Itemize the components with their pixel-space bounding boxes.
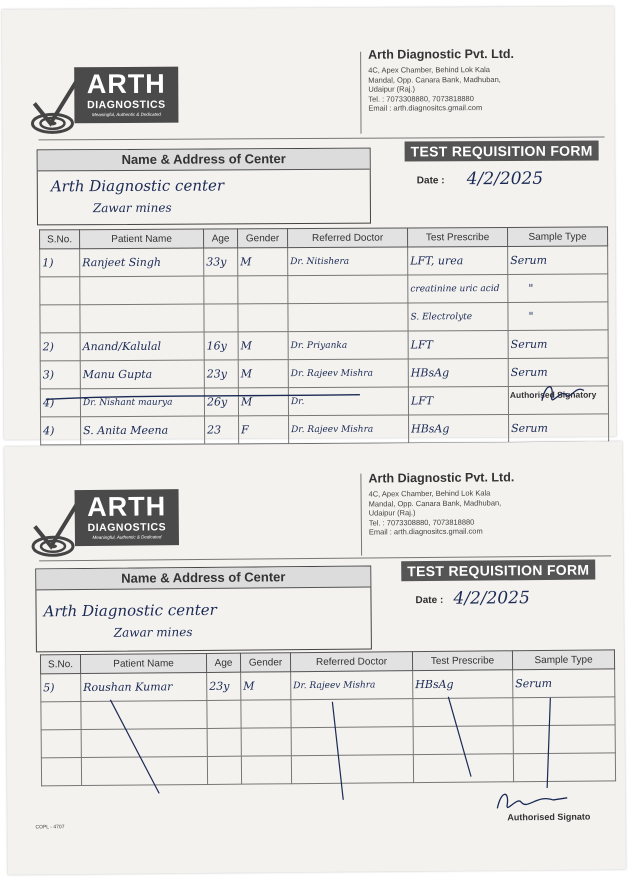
cell-age: 16y	[204, 332, 238, 360]
cell-age: 33y	[204, 248, 238, 276]
cell-test: creatinine uric acid	[408, 274, 508, 303]
cell-test: HBsAg	[413, 670, 513, 699]
logo-subtitle: DIAGNOSTICS	[87, 521, 167, 534]
cell-doctor	[288, 275, 408, 304]
header-divider	[360, 52, 361, 134]
cell-patient-name: Anand/Kalulal	[80, 332, 204, 361]
col-gender: Gender	[240, 653, 290, 672]
cell-doctor: Dr. Priyanka	[288, 331, 408, 360]
cell-doctor: Dr. Nitishera	[288, 247, 408, 276]
address-line: Udaipur (Raj.)	[368, 84, 416, 94]
date-label: Date :	[415, 594, 444, 607]
cell-patient-name: Dr. Nishant maurya	[80, 388, 204, 417]
center-heading: Name & Address of Center	[36, 567, 370, 591]
test-table	[39, 226, 609, 445]
center-name: Arth Diagnostic center	[50, 176, 225, 196]
logo-tagline: Meaningful, Authentic & Dedicated	[91, 111, 161, 118]
cell-patient-name: Ranjeet Singh	[80, 248, 204, 277]
col-test-prescribe: Test Prescribe	[412, 651, 512, 671]
requisition-form-sheet-1	[2, 6, 616, 439]
cell-sno	[40, 277, 80, 305]
address-line: Mandal, Opp. Canara Bank, Madhuban,	[368, 497, 502, 509]
address-line: Tel. : 7073308880, 7073818880	[368, 93, 474, 104]
cell-doctor	[288, 303, 408, 332]
cell-sno	[40, 305, 80, 333]
col-sno: S.No.	[40, 230, 80, 249]
col-referred-doctor: Referred Doctor	[288, 228, 408, 248]
cell-gender: F	[239, 416, 289, 444]
logo-subtitle: DIAGNOSTICS	[87, 98, 166, 112]
cell-sno: 3)	[40, 361, 80, 389]
cell-sno: 5)	[41, 674, 81, 702]
cell-gender	[238, 276, 288, 304]
cell-test: LFT	[408, 330, 508, 359]
address-line: Email : arth.diagnositcs.gmail.com	[368, 103, 483, 113]
col-age: Age	[206, 653, 240, 672]
address-line: 4C, Apex Chamber, Behind Lok Kala	[368, 65, 490, 75]
cell-gender: M	[238, 388, 288, 416]
form-title: TEST REQUISITION FORM	[405, 140, 599, 161]
cell-test: HBsAg	[408, 358, 508, 387]
cell-sample: Serum	[513, 669, 615, 698]
cell-test: S. Electrolyte	[408, 302, 508, 331]
cell-sno: 1)	[40, 249, 80, 277]
cell-gender: M	[238, 248, 288, 276]
cell-patient-name: Roushan Kumar	[81, 672, 207, 701]
cell-sno: 4)	[40, 389, 80, 417]
col-sample-type: Sample Type	[512, 650, 614, 670]
table-row	[40, 330, 608, 361]
cell-age	[204, 276, 238, 304]
date-value: 4/2/2025	[466, 168, 544, 190]
cell-sample: Serum	[509, 414, 609, 443]
table-row	[40, 274, 608, 305]
logo-title: ARTH	[86, 68, 166, 100]
cell-patient-name	[80, 276, 204, 305]
cell-doctor: Dr.	[288, 387, 408, 416]
col-age: Age	[204, 229, 238, 248]
table-row	[40, 302, 608, 333]
center-heading: Name & Address of Center	[38, 149, 370, 172]
cell-sample: Serum	[508, 330, 608, 359]
cell-test: HBsAg	[409, 414, 509, 443]
cell-sample: Serum	[508, 358, 608, 387]
authorised-signatory-label: Authorised Signato	[507, 811, 591, 823]
cell-patient-name	[80, 304, 204, 333]
address-line: Email : arth.diagnositcs.gmail.com	[368, 526, 483, 537]
strikethrough-mark	[40, 386, 370, 410]
cell-patient-name: Manu Gupta	[80, 360, 204, 389]
cell-test: LFT	[408, 386, 508, 415]
cell-sample: Serum	[508, 246, 608, 275]
form-title: TEST REQUISITION FORM	[401, 560, 595, 582]
center-place: Zawar mines	[92, 200, 172, 216]
print-code: COPL - 4707	[35, 824, 65, 831]
arth-logo	[30, 65, 182, 138]
cell-sample: "	[508, 302, 608, 331]
col-patient-name: Patient Name	[80, 229, 204, 249]
col-gender: Gender	[238, 229, 288, 248]
cell-doctor: Dr. Rajeev Mishra	[291, 671, 413, 700]
col-test-prescribe: Test Prescribe	[408, 227, 508, 247]
header-divider	[360, 474, 362, 556]
cell-sno: 4)	[41, 417, 81, 445]
col-patient-name: Patient Name	[80, 653, 206, 673]
cell-gender: M	[238, 360, 288, 388]
cell-doctor: Dr. Rajeev Mishra	[288, 359, 408, 388]
address-line: 4C, Apex Chamber, Behind Lok Kala	[368, 488, 491, 499]
logo-wordmark	[74, 67, 178, 124]
cell-age: 26y	[204, 388, 238, 416]
address-line: Mandal, Opp. Canara Bank, Madhuban,	[368, 74, 501, 85]
cell-doctor: Dr. Rajeev Mishra	[289, 415, 409, 444]
table-row	[40, 246, 608, 277]
table-row	[40, 358, 608, 389]
col-sno: S.No.	[40, 655, 80, 674]
arth-logo	[31, 487, 184, 560]
col-referred-doctor: Referred Doctor	[290, 652, 412, 672]
company-name: Arth Diagnostic Pvt. Ltd.	[368, 46, 514, 62]
center-name: Arth Diagnostic center	[43, 600, 217, 621]
col-sample-type: Sample Type	[508, 227, 608, 247]
cell-age	[204, 304, 238, 332]
requisition-form-sheet-2	[4, 441, 626, 874]
signature-mark	[536, 379, 592, 409]
company-name: Arth Diagnostic Pvt. Ltd.	[368, 470, 515, 486]
cell-age: 23	[205, 416, 239, 444]
cell-gender	[238, 304, 288, 332]
center-place: Zawar mines	[113, 625, 193, 640]
logo-wordmark	[75, 489, 179, 546]
authorised-signatory-label: Authorised Signatory	[509, 389, 597, 400]
logo-title: ARTH	[87, 491, 167, 522]
date-value: 4/2/2025	[453, 588, 530, 609]
cell-sno: 2)	[40, 333, 80, 361]
cell-gender: M	[241, 672, 291, 700]
cell-gender: M	[238, 332, 288, 360]
header-rule	[39, 136, 605, 140]
address-line: Tel. : 7073308880, 7073818880	[368, 517, 475, 528]
cell-age: 23y	[204, 360, 238, 388]
address-line: Udaipur (Raj.)	[368, 508, 416, 518]
table-row	[41, 414, 609, 445]
logo-tagline: Meaningful, Authentic & Dedicated	[92, 534, 162, 540]
company-info	[368, 469, 609, 537]
cell-age: 23y	[207, 672, 241, 700]
date-label: Date :	[416, 175, 445, 187]
company-info	[368, 46, 608, 113]
cell-test: LFT, urea	[408, 246, 508, 275]
cell-sample: "	[508, 274, 608, 303]
cell-patient-name: S. Anita Meena	[81, 416, 205, 445]
